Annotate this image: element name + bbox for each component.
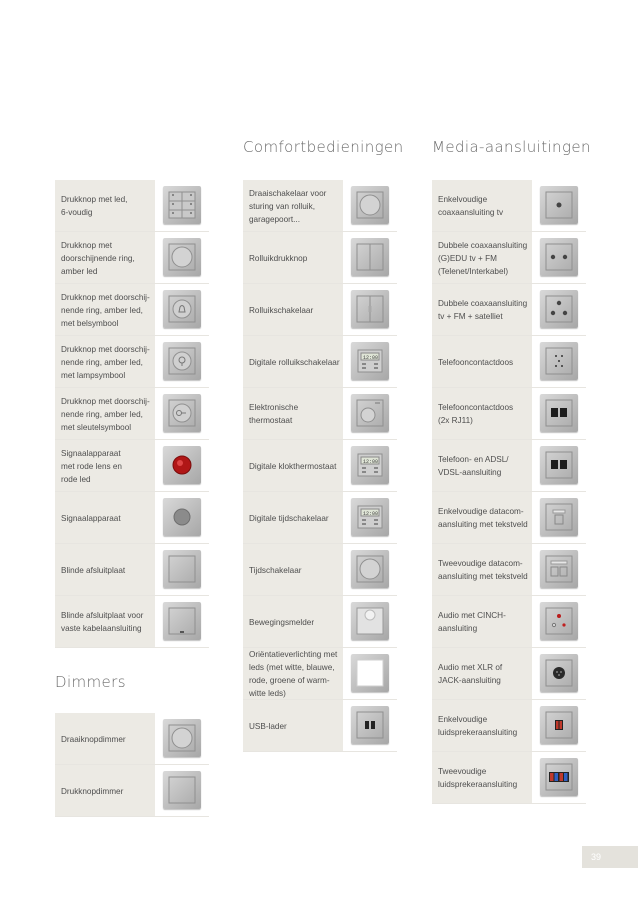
- item-label: Draaiknopdimmer: [55, 713, 155, 765]
- item-label: Digitale klokthermostaat: [243, 440, 343, 492]
- list-item: [432, 544, 586, 596]
- grey-lens-icon: [163, 498, 201, 536]
- list-item: [55, 544, 209, 596]
- item-label: Drukknop met doorschij- nende ring, amber led, met belsymbool: [55, 284, 155, 336]
- item-label: Oriëntatieverlichting met leds (met witte, blauwe, rode, groene of warm- witte leds): [243, 648, 343, 700]
- heading-media-aansluitingen: Media-aansluitingen: [432, 138, 591, 156]
- svg-text:12:00: 12:00: [363, 511, 379, 517]
- item-label: Drukknop met doorschijnende ring, amber led: [55, 232, 155, 284]
- row-divider: [243, 751, 397, 752]
- xlr-audio-icon: [540, 654, 578, 692]
- heading-dimmers: Dimmers: [55, 673, 126, 691]
- item-picture: [532, 232, 586, 284]
- item-label: Drukknop met doorschij- nende ring, amber led, met sleutelsymbool: [55, 388, 155, 440]
- item-label: Enkelvoudige datacom- aansluiting met tekstveld: [432, 492, 532, 544]
- item-label: Telefooncontactdoos: [432, 336, 532, 388]
- item-picture: [532, 336, 586, 388]
- item-picture: [343, 336, 397, 388]
- list-item: [243, 596, 397, 648]
- item-picture: [343, 440, 397, 492]
- item-picture: [343, 596, 397, 648]
- item-label: Dubbele coaxaansluiting tv + FM + satelliet: [432, 284, 532, 336]
- list-item: [432, 700, 586, 752]
- list-item: [55, 284, 209, 336]
- item-label: Drukknopdimmer: [55, 765, 155, 817]
- item-picture: [532, 388, 586, 440]
- usb-charger-icon: [351, 706, 389, 744]
- item-label: Signaalapparaat: [55, 492, 155, 544]
- list-item: [55, 180, 209, 232]
- single-speaker-icon: [540, 706, 578, 744]
- item-label: Audio met XLR of JACK-aansluiting: [432, 648, 532, 700]
- ring-button-icon: [163, 238, 201, 276]
- thermostat-icon: [351, 394, 389, 432]
- item-picture: [155, 180, 209, 232]
- cable-outlet-plate-icon: [163, 602, 201, 640]
- item-picture: [532, 492, 586, 544]
- list-item: [243, 232, 397, 284]
- item-picture: [532, 544, 586, 596]
- item-picture: [155, 232, 209, 284]
- list-item: [432, 440, 586, 492]
- shutter-switch-icon: [351, 290, 389, 328]
- key-button-icon: [163, 394, 201, 432]
- list-item: [432, 336, 586, 388]
- digital-timer-icon: [351, 498, 389, 536]
- item-picture: [155, 388, 209, 440]
- item-picture: [343, 232, 397, 284]
- motion-detector-icon: [351, 602, 389, 640]
- list-item: [432, 492, 586, 544]
- timer-dial-icon: [351, 550, 389, 588]
- item-picture: [155, 713, 209, 765]
- item-picture: [155, 765, 209, 817]
- rotary-dimmer-icon: [163, 719, 201, 757]
- list-item: [55, 713, 209, 765]
- rotary-switch-icon: [351, 186, 389, 224]
- list-item: [432, 596, 586, 648]
- row-divider: [432, 803, 586, 804]
- svg-text:12:00: 12:00: [363, 355, 379, 361]
- item-label: Rolluikdrukknop: [243, 232, 343, 284]
- item-picture: [343, 388, 397, 440]
- double-rj11-icon: [540, 394, 578, 432]
- item-picture: [343, 700, 397, 752]
- list-item: [55, 765, 209, 817]
- single-coax-icon: [540, 186, 578, 224]
- item-picture: [155, 336, 209, 388]
- phone-socket-icon: [540, 342, 578, 380]
- double-coax-icon: [540, 238, 578, 276]
- red-lens-icon: [163, 446, 201, 484]
- item-label: Enkelvoudige coaxaansluiting tv: [432, 180, 532, 232]
- item-picture: [532, 284, 586, 336]
- item-picture: [532, 440, 586, 492]
- lamp-button-icon: [163, 342, 201, 380]
- adsl-socket-icon: [540, 446, 578, 484]
- list-item: [55, 232, 209, 284]
- item-label: Signaalapparaat met rode lens en rode led: [55, 440, 155, 492]
- item-picture: [343, 648, 397, 700]
- heading-comfortbedieningen: Comfortbedieningen: [243, 138, 404, 156]
- row-divider: [55, 816, 209, 817]
- list-item: [243, 284, 397, 336]
- single-data-socket-icon: [540, 498, 578, 536]
- item-label: Rolluikschakelaar: [243, 284, 343, 336]
- digital-clock-thermostat-icon: [351, 446, 389, 484]
- item-picture: [532, 596, 586, 648]
- item-picture: [532, 752, 586, 804]
- list-item: [243, 492, 397, 544]
- double-speaker-icon: [540, 758, 578, 796]
- list-item: [243, 544, 397, 596]
- list-item: [243, 648, 397, 700]
- item-label: Digitale tijdschakelaar: [243, 492, 343, 544]
- list-item: [432, 180, 586, 232]
- list-item: [243, 388, 397, 440]
- item-picture: [532, 648, 586, 700]
- item-picture: [155, 596, 209, 648]
- item-picture: [343, 284, 397, 336]
- item-label: Drukknop met doorschij- nende ring, amber led, met lampsymbool: [55, 336, 155, 388]
- list-item: [243, 180, 397, 232]
- digital-shutter-switch-icon: [351, 342, 389, 380]
- item-picture: [532, 700, 586, 752]
- item-label: Drukknop met led, 6-voudig: [55, 180, 155, 232]
- item-label: Dubbele coaxaansluiting (G)EDU tv + FM (Telenet/Interkabel): [432, 232, 532, 284]
- list-item: [432, 284, 586, 336]
- item-label: Elektronische thermostaat: [243, 388, 343, 440]
- double-data-socket-icon: [540, 550, 578, 588]
- list-item: [55, 596, 209, 648]
- list-item: [243, 440, 397, 492]
- item-picture: [532, 180, 586, 232]
- svg-text:12:00: 12:00: [363, 459, 379, 465]
- item-label: Enkelvoudige luidsprekeraansluiting: [432, 700, 532, 752]
- page-number: 39: [582, 846, 638, 868]
- list-item: [55, 388, 209, 440]
- six-button-icon: [163, 186, 201, 224]
- item-label: USB-lader: [243, 700, 343, 752]
- item-label: Digitale rolluikschakelaar: [243, 336, 343, 388]
- item-label: Audio met CINCH- aansluiting: [432, 596, 532, 648]
- list-item: [432, 752, 586, 804]
- shutter-pushbutton-icon: [351, 238, 389, 276]
- list-item: [243, 700, 397, 752]
- item-picture: [155, 284, 209, 336]
- item-label: Tweevoudige luidsprekeraansluiting: [432, 752, 532, 804]
- blank-plate-icon: [163, 550, 201, 588]
- item-label: Tijdschakelaar: [243, 544, 343, 596]
- item-picture: [343, 492, 397, 544]
- item-picture: [343, 180, 397, 232]
- item-label: Telefooncontactdoos (2x RJ11): [432, 388, 532, 440]
- item-label: Telefoon- en ADSL/ VDSL-aansluiting: [432, 440, 532, 492]
- item-picture: [343, 544, 397, 596]
- push-dimmer-icon: [163, 771, 201, 809]
- item-label: Tweevoudige datacom- aansluiting met tekstveld: [432, 544, 532, 596]
- orientation-light-icon: [351, 654, 389, 692]
- item-picture: [155, 492, 209, 544]
- list-item: [432, 388, 586, 440]
- triple-coax-icon: [540, 290, 578, 328]
- list-item: [432, 648, 586, 700]
- list-item: [55, 336, 209, 388]
- item-label: Bewegingsmelder: [243, 596, 343, 648]
- item-label: Draaischakelaar voor sturing van rolluik, garagepoort...: [243, 180, 343, 232]
- item-picture: [155, 440, 209, 492]
- item-label: Blinde afsluitplaat: [55, 544, 155, 596]
- bell-button-icon: [163, 290, 201, 328]
- item-label: Blinde afsluitplaat voor vaste kabelaansluiting: [55, 596, 155, 648]
- list-item: [432, 232, 586, 284]
- item-picture: [155, 544, 209, 596]
- list-item: [55, 440, 209, 492]
- list-item: [55, 492, 209, 544]
- list-item: [243, 336, 397, 388]
- cinch-audio-icon: [540, 602, 578, 640]
- row-divider: [55, 647, 209, 648]
